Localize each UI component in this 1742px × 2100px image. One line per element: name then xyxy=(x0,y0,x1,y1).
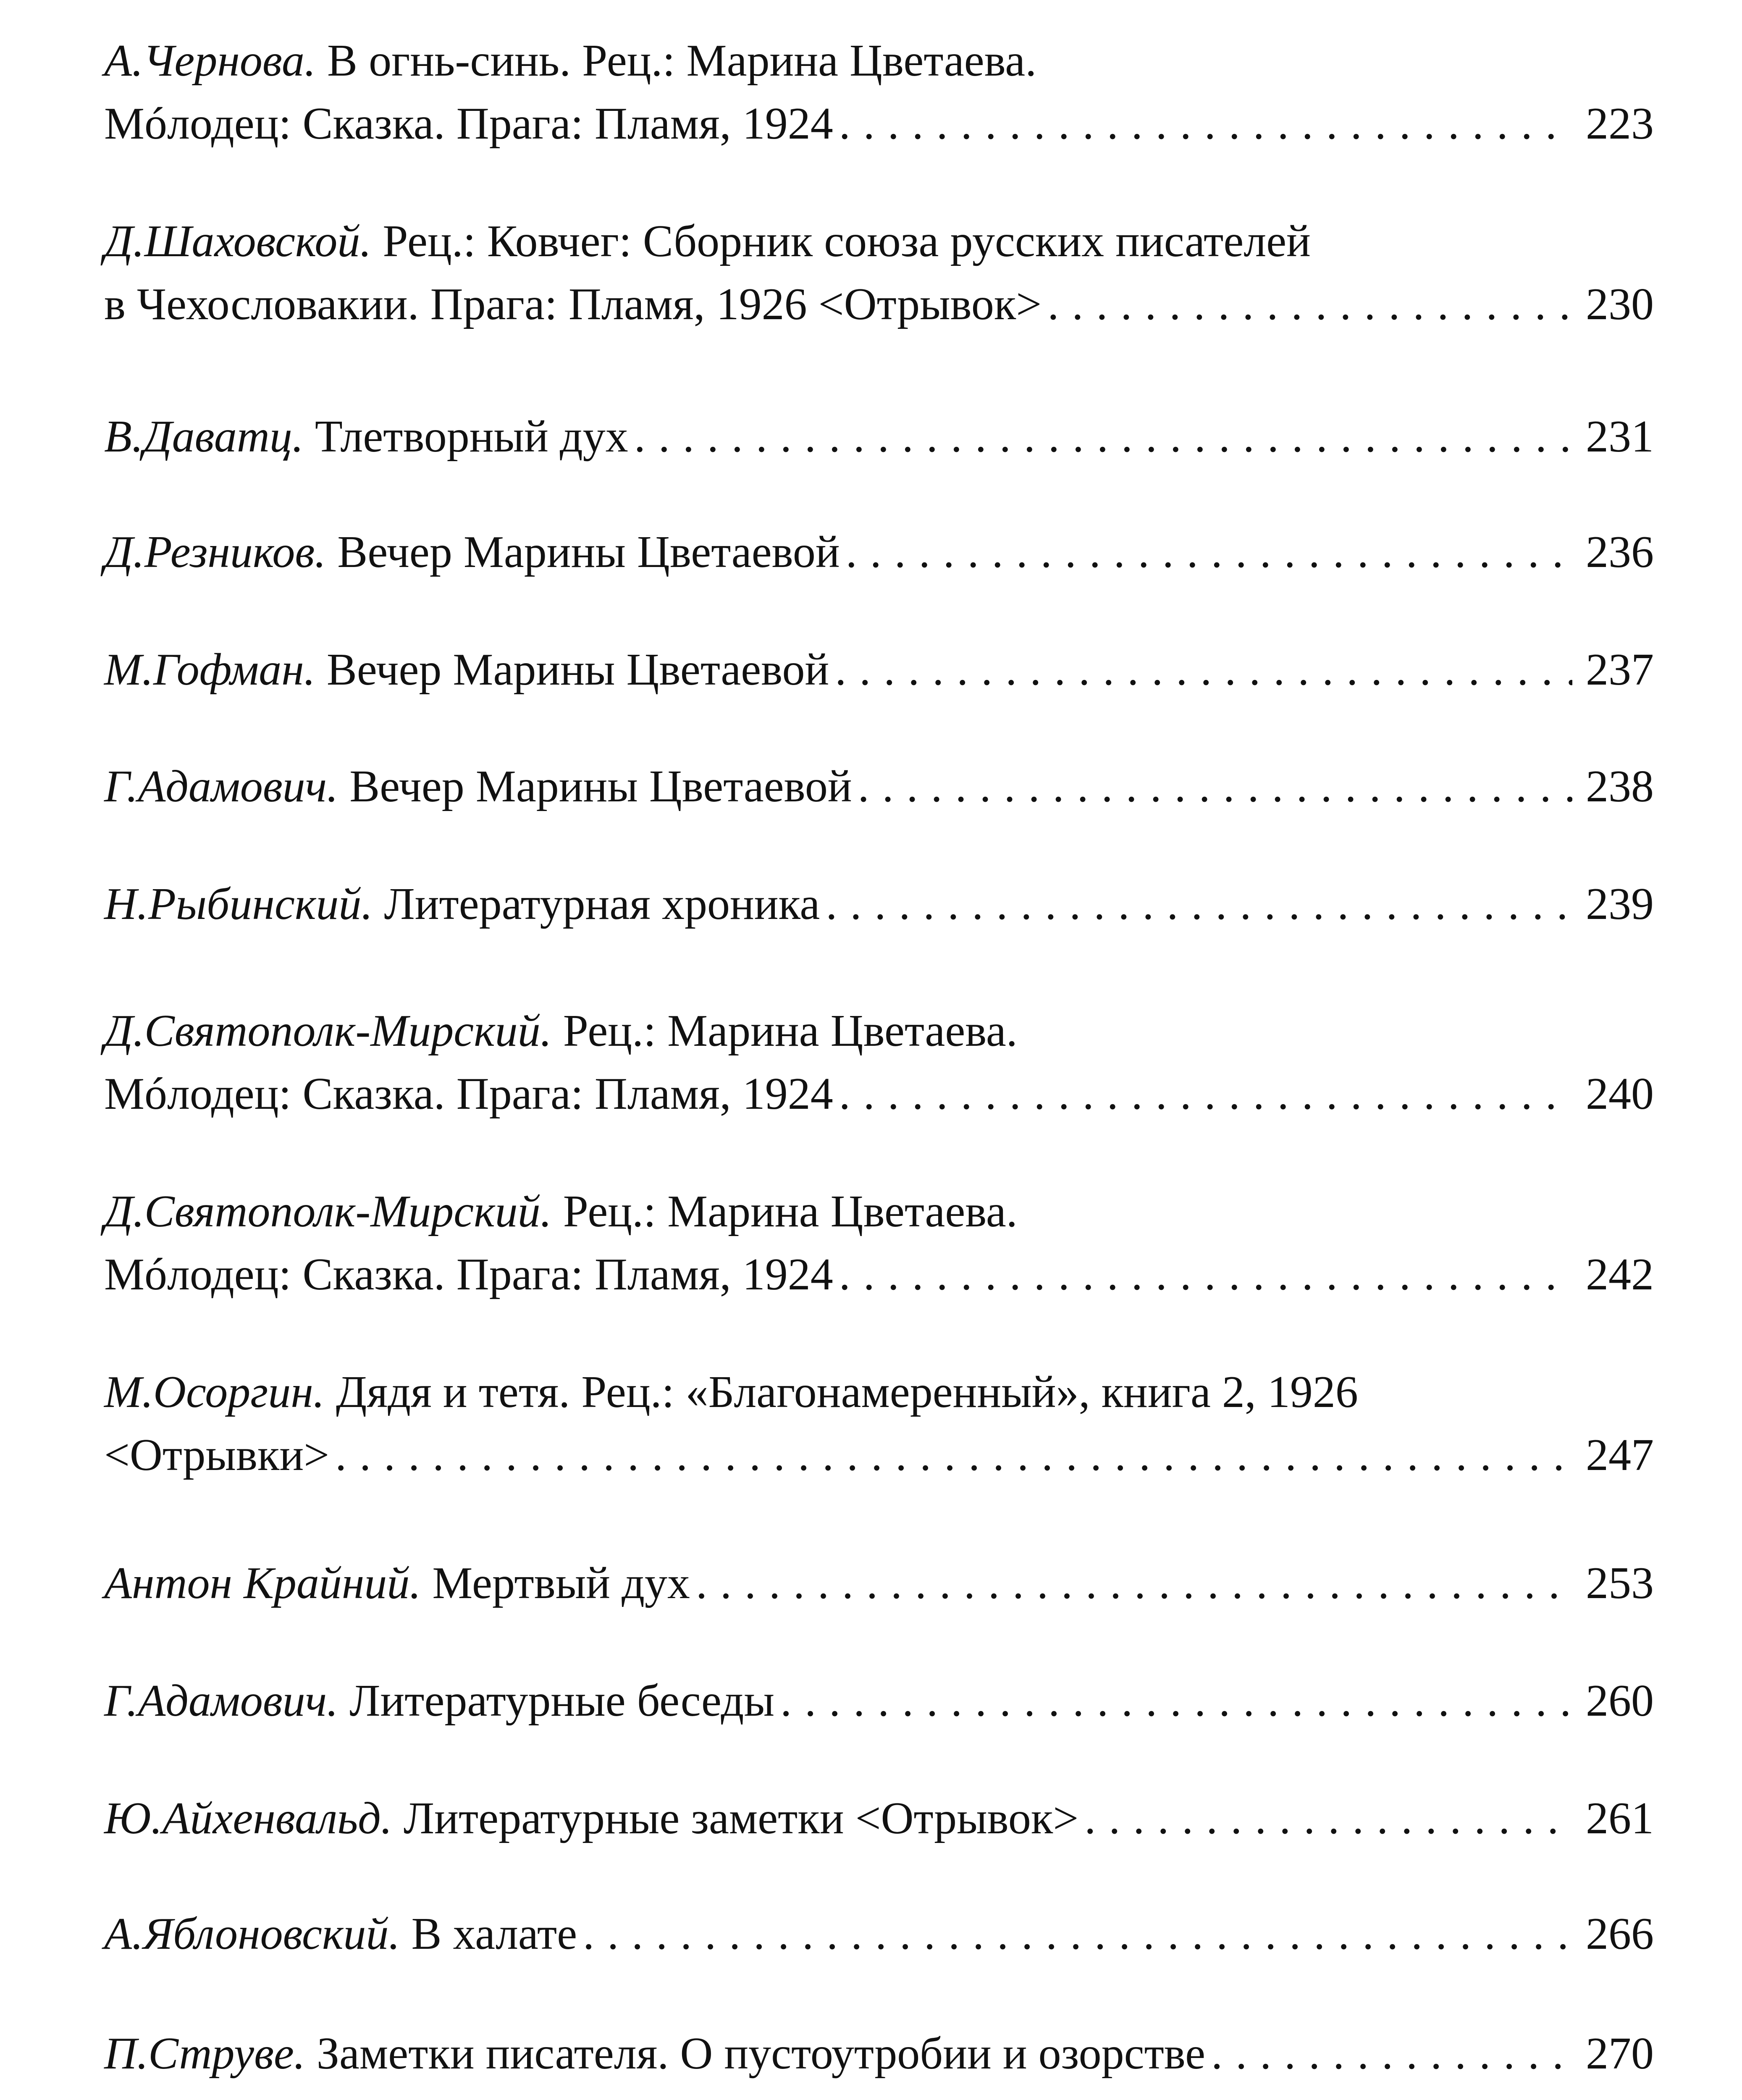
toc-entry-line xyxy=(104,273,1654,336)
toc-entry-line xyxy=(104,1670,1654,1732)
dot-leader xyxy=(634,405,1572,468)
toc-entry-author: Д.Резников. xyxy=(104,527,326,577)
toc-entry-title: Рец.: Марина Цветаева. xyxy=(563,1186,1018,1236)
toc-entry xyxy=(104,1361,1654,1487)
toc-entry-title: Литературная хроника xyxy=(384,879,820,929)
dot-leader xyxy=(839,1063,1572,1126)
toc-entry-page: 261 xyxy=(1586,1793,1654,1843)
toc-entry-title: Вечер Марины Цветаевой xyxy=(326,645,829,695)
toc-entry-author: Н.Рыбинский. xyxy=(104,879,373,929)
toc-entry xyxy=(104,2022,1654,2085)
dot-leader xyxy=(583,1903,1572,1966)
toc-entry xyxy=(104,755,1654,818)
toc-entry-title: в Чехословакии. Прага: Пламя, 1926 <Отрывок> xyxy=(104,279,1042,329)
toc-entry-line xyxy=(104,405,1654,468)
toc-entry-title: Литературные беседы xyxy=(349,1676,775,1726)
toc-entry-page: 239 xyxy=(1586,879,1654,929)
dot-leader xyxy=(835,638,1572,701)
toc-entry xyxy=(104,1000,1654,1126)
toc-entry-line xyxy=(104,873,1654,936)
toc-entry xyxy=(104,1670,1654,1732)
toc-entry-author: А.Яблоновский. xyxy=(104,1909,400,1959)
toc-entry-line xyxy=(104,29,1654,92)
toc-entry-line xyxy=(104,210,1654,273)
toc-entry-line xyxy=(104,1903,1654,1966)
toc-entry-author: М.Осоргин. xyxy=(104,1367,325,1417)
toc-entry xyxy=(104,1903,1654,1966)
toc-entry-page: 253 xyxy=(1586,1558,1654,1608)
dot-leader xyxy=(839,1243,1572,1306)
toc-entry-page: 231 xyxy=(1586,412,1654,462)
toc-entry-title: Вечер Марины Цветаевой xyxy=(337,527,840,577)
toc-entry xyxy=(104,1552,1654,1615)
toc-entry-title: Заметки писателя. О пустоутробии и озорстве xyxy=(316,2029,1206,2079)
toc-entry-page: 266 xyxy=(1586,1909,1654,1959)
toc-entry-title: Рец.: Марина Цветаева. xyxy=(563,1006,1018,1056)
toc-entry xyxy=(104,1787,1654,1850)
toc-entry-title: Рец.: Ковчег: Сборник союза русских писателей xyxy=(383,216,1311,266)
toc-entry xyxy=(104,210,1654,336)
dot-leader xyxy=(780,1670,1572,1732)
toc-entry-line xyxy=(104,1424,1654,1487)
toc-entry-title: Литературные заметки <Отрывок> xyxy=(403,1793,1079,1843)
toc-entry-line xyxy=(104,92,1654,155)
toc-entry-line xyxy=(104,1361,1654,1424)
toc-entry xyxy=(104,29,1654,155)
toc-entry-page: 260 xyxy=(1586,1676,1654,1726)
toc-entry-line xyxy=(104,2022,1654,2085)
toc-entry xyxy=(104,873,1654,936)
toc-entry-line xyxy=(104,1243,1654,1306)
toc-entry-title: Мóлодец: Сказка. Прага: Пламя, 1924 xyxy=(104,99,833,149)
toc-entry-line xyxy=(104,1552,1654,1615)
toc-entry-page: 240 xyxy=(1586,1069,1654,1119)
toc-entry-line xyxy=(104,1787,1654,1850)
toc-entry-page: 238 xyxy=(1586,761,1654,811)
toc-entry-page: 242 xyxy=(1586,1250,1654,1299)
toc-entry-line xyxy=(104,638,1654,701)
toc-entry-author: Ю.Айхенвальд. xyxy=(104,1793,392,1843)
toc-entry-title: Мóлодец: Сказка. Прага: Пламя, 1924 xyxy=(104,1250,833,1299)
toc-entry-line xyxy=(104,521,1654,584)
toc-entry xyxy=(104,405,1654,468)
toc-entry-line xyxy=(104,1000,1654,1063)
dot-leader xyxy=(1084,1787,1572,1850)
dot-leader xyxy=(826,873,1572,936)
toc-entry-title: Тлетворный дух xyxy=(315,412,628,462)
toc-entry-line xyxy=(104,1180,1654,1243)
dot-leader xyxy=(839,92,1572,155)
toc-entry-author: Д.Святополк-Мирский. xyxy=(104,1006,552,1056)
toc-entry xyxy=(104,521,1654,584)
dot-leader xyxy=(1211,2022,1572,2085)
toc-entry-page: 247 xyxy=(1586,1430,1654,1480)
toc-entry-title: Дядя и тетя. Рец.: «Благонамеренный», книга 2, 1926 xyxy=(336,1367,1358,1417)
toc-entry xyxy=(104,638,1654,701)
toc-entry-title: Мертвый дух xyxy=(432,1558,690,1608)
dot-leader xyxy=(1047,273,1572,336)
toc-entry-author: Антон Крайний. xyxy=(104,1558,421,1608)
toc-entry-author: П.Струве. xyxy=(104,2029,305,2079)
toc-entry-title: <Отрывки> xyxy=(104,1430,330,1480)
toc-entry-line xyxy=(104,755,1654,818)
toc-entry-author: Г.Адамович. xyxy=(104,1676,338,1726)
dot-leader xyxy=(846,521,1572,584)
toc-entry-title: В огнь-синь. Рец.: Марина Цветаева. xyxy=(327,36,1037,86)
dot-leader xyxy=(696,1552,1572,1615)
toc-entry xyxy=(104,1180,1654,1306)
toc-entry-line xyxy=(104,1063,1654,1126)
toc-entry-page: 230 xyxy=(1586,279,1654,329)
toc-entry-author: Г.Адамович. xyxy=(104,761,338,811)
toc-entry-author: А.Чернова. xyxy=(104,36,316,86)
toc-entry-title: Вечер Марины Цветаевой xyxy=(349,761,852,811)
toc-entry-author: В.Даватц. xyxy=(104,412,304,462)
toc-entry-author: М.Гофман. xyxy=(104,645,315,695)
toc-entry-page: 223 xyxy=(1586,99,1654,149)
toc-entry-author: Д.Святополк-Мирский. xyxy=(104,1186,552,1236)
toc-entry-title: Мóлодец: Сказка. Прага: Пламя, 1924 xyxy=(104,1069,833,1119)
toc-entry-title: В халате xyxy=(411,1909,577,1959)
toc-entry-page: 236 xyxy=(1586,527,1654,577)
toc-entry-page: 270 xyxy=(1586,2029,1654,2079)
toc-entry-page: 237 xyxy=(1586,645,1654,695)
dot-leader xyxy=(858,755,1572,818)
dot-leader xyxy=(335,1424,1572,1487)
toc-entry-author: Д.Шаховской. xyxy=(104,216,372,266)
